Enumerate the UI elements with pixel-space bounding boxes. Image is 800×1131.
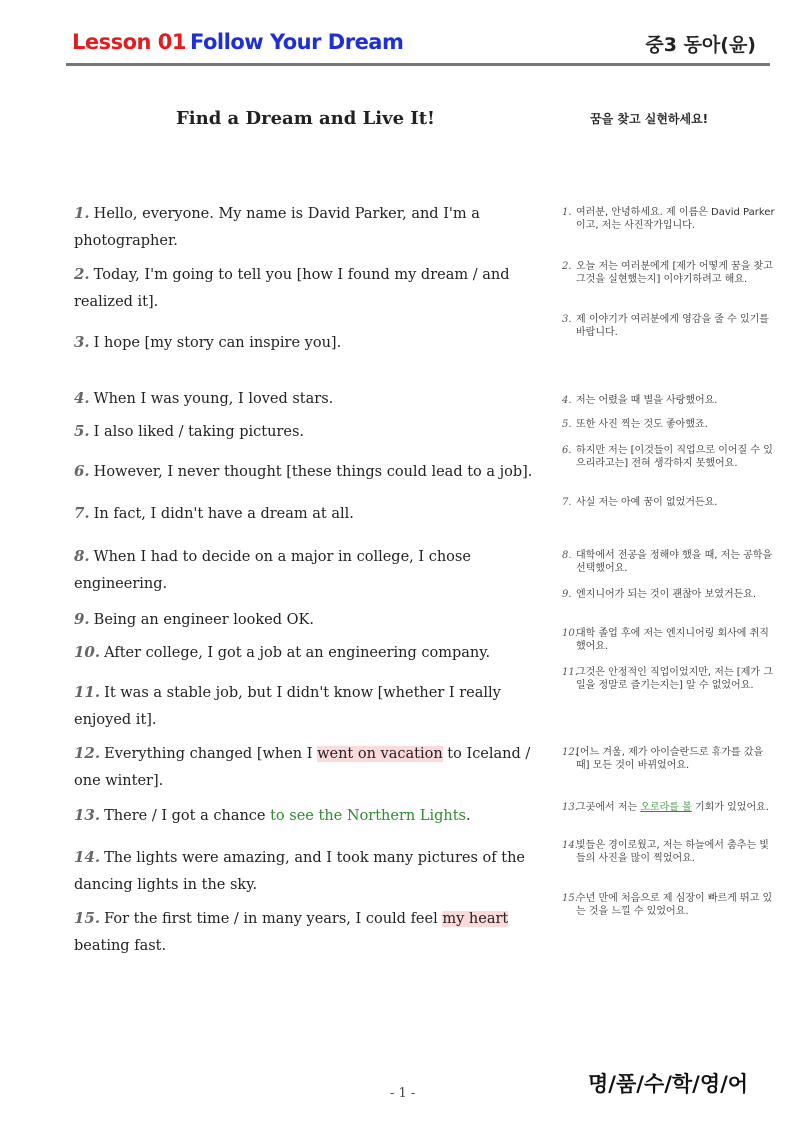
sentence-text: However, I never thought [these things could lead to a job]. bbox=[93, 464, 533, 480]
sentence-number: 15. bbox=[74, 909, 101, 927]
highlighted-phrase: 오로라를 볼 bbox=[640, 802, 692, 813]
sentence-text-end: to Iceland / one winter]. bbox=[74, 746, 531, 789]
sentence-10 bbox=[74, 639, 542, 667]
translation-text: 저는 어렸을 때 별을 사랑했어요. bbox=[576, 395, 718, 406]
sentence-15 bbox=[74, 905, 542, 960]
sentence-text: After college, I got a job at an engineering company. bbox=[104, 645, 491, 661]
sentence-text-start: For the first time / in many years, I could feel bbox=[104, 911, 443, 927]
sentence-text-start: There / I got a chance bbox=[104, 808, 271, 824]
translation-text: [어느 겨울, 제가 아이슬란드로 휴가를 갔을 때] 모든 것이 바뀌었어요. bbox=[576, 747, 764, 771]
translation-1 bbox=[562, 206, 776, 232]
sentence-text: When I was young, I loved stars. bbox=[93, 391, 334, 407]
highlighted-phrase: to see the Northern Lights bbox=[270, 808, 466, 824]
sentence-number: 2. bbox=[74, 265, 90, 283]
page-number: - 1 - bbox=[390, 1086, 416, 1101]
sentence-text: Hello, everyone. My name is David Parker, and I'm a photographer. bbox=[74, 206, 480, 249]
sentence-5 bbox=[74, 418, 542, 446]
translation-number: 15. bbox=[562, 893, 578, 904]
translation-text: 여러분, 안녕하세요. 제 이름은 David Parker이고, 저는 사진작가입니다. bbox=[576, 207, 775, 231]
sentence-11 bbox=[74, 679, 542, 734]
translation-number: 3. bbox=[562, 314, 572, 325]
translation-text: 수년 만에 처음으로 제 심장이 빠르게 뛰고 있는 것을 느낄 수 있었어요. bbox=[576, 893, 773, 917]
translation-text: 그것은 안정적인 직업이었지만, 저는 [제가 그 일을 정말로 즐기는지는] 알 수 없었어요. bbox=[576, 667, 773, 691]
translation-3 bbox=[562, 313, 776, 339]
sentence-number: 6. bbox=[74, 462, 90, 480]
translation-4 bbox=[562, 394, 776, 407]
translation-number: 6. bbox=[562, 445, 572, 456]
sentence-13 bbox=[74, 802, 542, 830]
sentence-text: In fact, I didn't have a dream at all. bbox=[93, 506, 354, 522]
sentence-number: 12. bbox=[74, 744, 101, 762]
sentence-2 bbox=[74, 261, 542, 316]
translation-7 bbox=[562, 496, 776, 509]
translation-text: 엔지니어가 되는 것이 괜찮아 보였거든요. bbox=[576, 589, 757, 600]
translation-number: 14. bbox=[562, 840, 578, 851]
highlighted-phrase: my heart bbox=[442, 911, 509, 927]
translation-text: 하지만 저는 [이것들이 직업으로 이어질 수 있으리라고는] 전혀 생각하지 못했어요. bbox=[576, 445, 773, 469]
translation-text: 제 이야기가 여러분에게 영감을 줄 수 있기를 바랍니다. bbox=[576, 314, 769, 338]
translation-text: 대학에서 전공을 정해야 했을 때, 저는 공학을 선택했어요. bbox=[576, 550, 773, 574]
translation-text: 또한 사진 찍는 것도 좋아했죠. bbox=[576, 419, 708, 430]
translation-13 bbox=[562, 801, 776, 814]
sentence-text-end: beating fast. bbox=[74, 938, 167, 954]
translation-6 bbox=[562, 444, 776, 470]
sentence-text: Today, I'm going to tell you [how I found my dream / and realized it]. bbox=[74, 267, 510, 310]
translation-number: 1. bbox=[562, 207, 572, 218]
translation-text: 빛들은 경이로웠고, 저는 하늘에서 춤추는 빛들의 사진을 많이 찍었어요. bbox=[576, 840, 769, 864]
sentence-number: 5. bbox=[74, 422, 90, 440]
header-divider bbox=[66, 63, 770, 66]
sentence-number: 4. bbox=[74, 389, 90, 407]
translation-number: 5. bbox=[562, 419, 572, 430]
lesson-title: Follow Your Dream bbox=[190, 30, 404, 54]
translation-number: 11. bbox=[562, 667, 578, 678]
translation-11 bbox=[562, 666, 776, 692]
translation-number: 10. bbox=[562, 628, 578, 639]
sentence-number: 14. bbox=[74, 848, 101, 866]
sentence-3 bbox=[74, 329, 542, 357]
sentence-text: The lights were amazing, and I took many pictures of the dancing lights in the sky. bbox=[74, 850, 525, 893]
translation-5 bbox=[562, 418, 776, 431]
sentence-text-start: Everything changed [when I bbox=[104, 746, 318, 762]
sentence-number: 1. bbox=[74, 204, 90, 222]
translation-12 bbox=[562, 746, 776, 772]
translation-number: 12. bbox=[562, 747, 578, 758]
translation-15 bbox=[562, 892, 776, 918]
sentence-number: 13. bbox=[74, 806, 101, 824]
sentence-9 bbox=[74, 606, 542, 634]
translation-text: 대학 졸업 후에 저는 엔지니어링 회사에 취직했어요. bbox=[576, 628, 769, 652]
sentence-number: 10. bbox=[74, 643, 101, 661]
translation-number: 8. bbox=[562, 550, 572, 561]
translation-text: 오늘 저는 여러분에게 [제가 어떻게 꿈을 찾고 그것을 실현했는지] 이야기하려고 해요. bbox=[576, 261, 773, 285]
translation-number: 7. bbox=[562, 497, 572, 508]
translation-14 bbox=[562, 839, 776, 865]
sentence-12 bbox=[74, 740, 542, 795]
sentence-14 bbox=[74, 844, 542, 899]
translation-9 bbox=[562, 588, 776, 601]
sentence-text: Being an engineer looked OK. bbox=[93, 612, 314, 628]
translation-text-end: 기회가 있었어요. bbox=[691, 802, 769, 813]
translation-text-start: 그곳에서 저는 bbox=[576, 802, 641, 813]
sentence-text: When I had to decide on a major in college, I chose engineering. bbox=[74, 549, 471, 592]
brand-label: 명/품/수/학/영/어 bbox=[588, 1072, 749, 1096]
translation-text: 사실 저는 아예 꿈이 없었거든요. bbox=[576, 497, 718, 508]
sentence-text: I hope [my story can inspire you]. bbox=[93, 335, 342, 351]
sentence-number: 11. bbox=[74, 683, 101, 701]
sentence-text: I also liked / taking pictures. bbox=[93, 424, 304, 440]
translation-10 bbox=[562, 627, 776, 653]
sentence-text: It was a stable job, but I didn't know [whether I really enjoyed it]. bbox=[74, 685, 501, 728]
lesson-label: Lesson 01 bbox=[72, 30, 187, 54]
translation-number: 2. bbox=[562, 261, 572, 272]
sentence-number: 9. bbox=[74, 610, 90, 628]
translation-2 bbox=[562, 260, 776, 286]
translation-number: 9. bbox=[562, 589, 572, 600]
sentence-number: 8. bbox=[74, 547, 90, 565]
sentence-1 bbox=[74, 200, 542, 255]
page-title-korean: 꿈을 찾고 실현하세요! bbox=[590, 112, 709, 126]
translation-8 bbox=[562, 549, 776, 575]
translation-number: 4. bbox=[562, 395, 572, 406]
sentence-6 bbox=[74, 458, 542, 486]
page-title: Find a Dream and Live It! bbox=[176, 108, 435, 129]
sentence-4 bbox=[74, 385, 542, 413]
translation-number: 13. bbox=[562, 802, 578, 813]
sentence-7 bbox=[74, 500, 542, 528]
sentence-text-end: . bbox=[465, 808, 471, 824]
sentence-number: 3. bbox=[74, 333, 90, 351]
sentence-8 bbox=[74, 543, 542, 598]
sentence-number: 7. bbox=[74, 504, 90, 522]
textbook-label: 중3 동아(윤) bbox=[645, 34, 756, 56]
highlighted-phrase: went on vacation bbox=[317, 746, 443, 762]
